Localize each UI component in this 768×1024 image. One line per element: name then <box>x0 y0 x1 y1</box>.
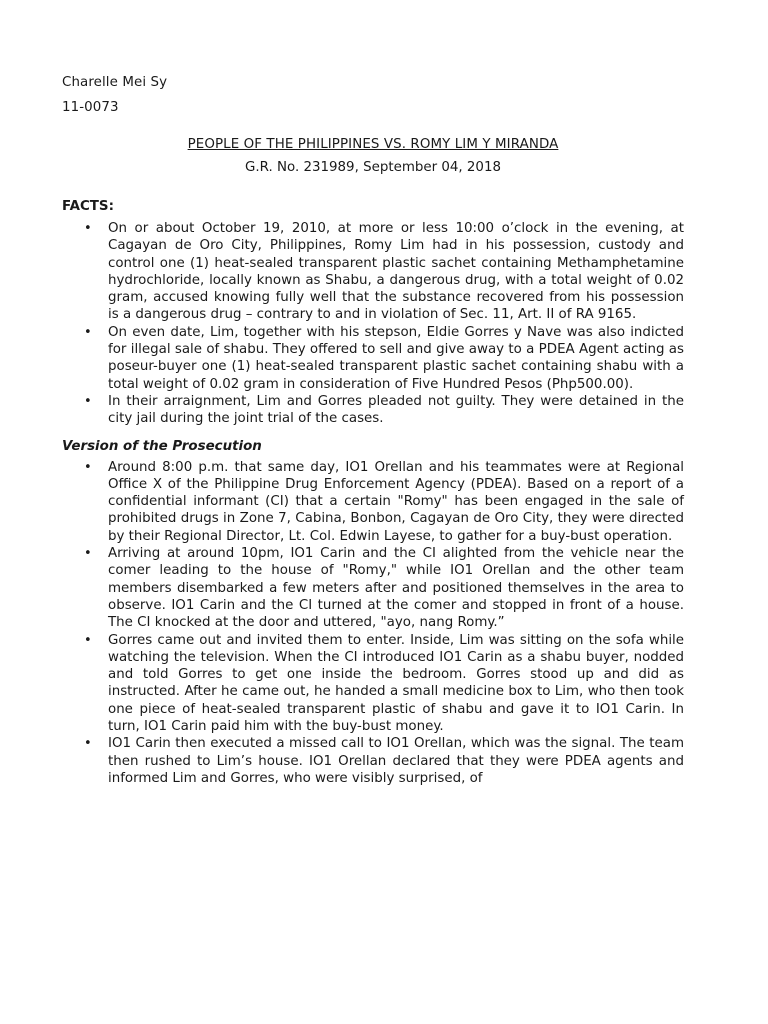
list-item-text: Gorres came out and invited them to enter. Inside, Lim was sitting on the sofa while watching the television. When the CI introduced IO1 Carin as a shabu buyer, nodded and told Gorres to get one inside the bedroom. Gorres stood up and did as instructed. After he came out, he handed a small medicine box to Lim, who then took one piece of heat-sealed transparent plastic of shabu and gave it to IO1 Carin. In turn, IO1 Carin paid him with the buy-bust money. <box>108 632 684 735</box>
case-citation: G.R. No. 231989, September 04, 2018 <box>245 160 501 175</box>
bullet-icon: • <box>84 221 92 236</box>
bullet-icon: • <box>84 546 92 562</box>
list-item-text: Arriving at around 10pm, IO1 Carin and the CI alighted from the vehicle near the comer leading to the house of "Romy," while IO1 Orellan and the other team members disembarked a few meters after and positioned themselves in the area to observe. IO1 Carin and the CI turned at the comer and stopped in front of a house. The CI knocked at the door and uttered, "ayo, nang Romy.” <box>108 546 684 631</box>
facts-heading: FACTS: <box>62 199 114 214</box>
list-item-text: Around 8:00 p.m. that same day, IO1 Orellan and his teammates were at Regional Office X of the Philippine Drug Enforcement Agency (PDEA). Based on a report of a confidential informant (CI) that a certain "Romy" has been engaged in the sale of prohibited drugs in Zone 7, Cabina, Bonbon, Cagayan de Oro City, they were directed by their Regional Director, Lt. Col. Edwin Layese, to gather for a buy-bust operation. <box>108 459 684 544</box>
list-item <box>62 545 684 631</box>
bullet-icon: • <box>84 324 92 340</box>
bullet-icon: • <box>84 393 92 409</box>
list-item <box>62 220 684 324</box>
list-item <box>62 632 684 736</box>
case-title: PEOPLE OF THE PHILIPPINES VS. ROMY LIM Y MIRANDA <box>187 137 559 152</box>
bullet-icon: • <box>84 736 92 752</box>
bullet-icon: • <box>84 632 92 648</box>
facts-list <box>62 220 684 428</box>
bullet-icon: • <box>84 459 92 475</box>
list-item <box>62 459 684 545</box>
document-page <box>62 70 684 787</box>
list-item <box>62 735 684 787</box>
prosecution-heading: Version of the Prosecution <box>62 438 262 454</box>
list-item <box>62 393 684 428</box>
prosecution-list <box>62 459 684 788</box>
list-item <box>62 324 684 393</box>
list-item-text: On or about October 19, 2010, at more or less 10:00 o’clock in the evening, at Cagayan de Oro City, Philippines, Romy Lim had in his possession, custody and control one (1) heat-sealed transparent plastic sachet containing Methamphetamine hydrochloride, locally known as Shabu, a dangerous drug, with a total weight of 0.02 gram, accused knowing fully well that the substance recovered from his possession is a dangerous drug – contrary to and in violation of Sec. 11, Art. II of RA 9165. <box>108 221 684 323</box>
list-item-text: IO1 Carin then executed a missed call to IO1 Orellan, which was the signal. The team then rushed to Lim’s house. IO1 Orellan declared that they were PDEA agents and informed Lim and Gorres, who were visibly surprised, of <box>108 736 684 786</box>
author-id: 11-0073 <box>62 100 119 115</box>
list-item-text: In their arraignment, Lim and Gorres pleaded not guilty. They were detained in the city jail during the joint trial of the cases. <box>108 393 684 427</box>
author-name: Charelle Mei Sy <box>62 75 168 90</box>
list-item-text: On even date, Lim, together with his stepson, Eldie Gorres y Nave was also indicted for illegal sale of shabu. They offered to sell and give away to a PDEA Agent acting as poseur-buyer one (1) heat-sealed transparent plastic sachet containing shabu with a total weight of 0.02 gram in consideration of Five Hundred Pesos (Php500.00). <box>108 324 684 392</box>
